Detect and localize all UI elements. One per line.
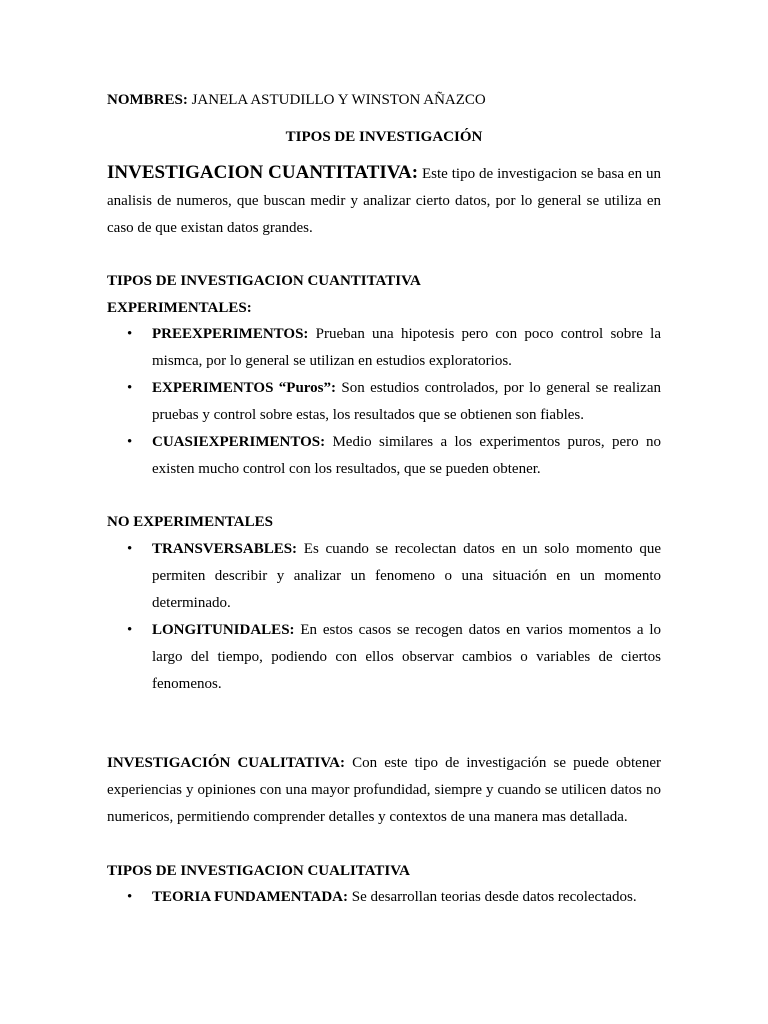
- item-text: En estos casos se recogen datos en varios momentos a lo largo del tiempo, podiendo con ellos observar cambios o variables de ciertos fenomenos.: [152, 622, 661, 692]
- item-term: PREEXPERIMENTOS:: [152, 326, 309, 342]
- cuantitativa-paragraph: [107, 159, 661, 242]
- cualitativa-heading: INVESTIGACIÓN CUALITATIVA:: [107, 755, 345, 771]
- experimentales-heading: EXPERIMENTALES:: [107, 300, 252, 316]
- list-item: [107, 429, 661, 483]
- names-label: NOMBRES:: [107, 92, 188, 108]
- bullet-icon: •: [127, 380, 133, 396]
- bullet-icon: •: [127, 434, 133, 450]
- list-item: [107, 884, 661, 911]
- item-term: LONGITUNIDALES:: [152, 622, 295, 638]
- cualitativa-paragraph: [107, 750, 661, 831]
- bullet-icon: •: [127, 622, 133, 638]
- item-text: Se desarrollan teorias desde datos recolectados.: [347, 889, 637, 905]
- tipos-cualitativa-heading: TIPOS DE INVESTIGACION CUALITATIVA: [107, 863, 410, 879]
- item-term: CUASIEXPERIMENTOS:: [152, 434, 326, 450]
- names-line: [107, 90, 661, 110]
- bullet-icon: •: [127, 889, 133, 905]
- cuantitativa-heading: INVESTIGACION CUANTITATIVA:: [107, 162, 419, 183]
- cuantitativa-text: Este tipo de investigacion se basa en un analisis de numeros, que buscan medir y analizar cierto datos, por lo general se utiliza en caso de que existan datos grandes.: [107, 166, 662, 236]
- list-item: [107, 321, 661, 375]
- item-text: Son estudios controlados, por lo general se realizan pruebas y control sobre estas, los resultados que se obtienen son fiables.: [152, 380, 661, 423]
- bullet-icon: •: [127, 326, 133, 342]
- list-item: [107, 536, 661, 617]
- cualitativa-list: [107, 884, 661, 911]
- no-experimentales-heading: NO EXPERIMENTALES: [107, 514, 273, 530]
- experimentales-list: [107, 321, 661, 483]
- tipos-cuantitativa-heading: TIPOS DE INVESTIGACION CUANTITATIVA: [107, 273, 421, 289]
- item-text: Es cuando se recolectan datos en un solo momento que permiten describir y analizar un fenomeno o una situación en un momento determinado.: [152, 541, 661, 611]
- list-item: [107, 617, 661, 698]
- document-title: TIPOS DE INVESTIGACIÓN: [285, 129, 483, 145]
- no-experimentales-list: [107, 536, 661, 698]
- cualitativa-text: Con este tipo de investigación se puede obtener experiencias y opiniones con una mayor profundidad, siempre y cuando se utilicen datos no numericos, permitiendo comprender detalles y contextos de una manera mas detallada.: [107, 755, 661, 825]
- list-item: [107, 375, 661, 429]
- item-term: TEORIA FUNDAMENTADA:: [152, 889, 348, 905]
- item-text: Medio similares a los experimentos puros, pero no existen mucho control con los resultados, que se pueden obtener.: [152, 434, 661, 477]
- item-text: Prueban una hipotesis pero con poco control sobre la mismca, por lo general se utilizan en estudios exploratorios.: [152, 326, 661, 369]
- names-value: JANELA ASTUDILLO Y WINSTON AÑAZCO: [187, 92, 486, 108]
- item-term: TRANSVERSABLES:: [152, 541, 298, 557]
- bullet-icon: •: [127, 541, 133, 557]
- item-term: EXPERIMENTOS “Puros”:: [152, 380, 337, 396]
